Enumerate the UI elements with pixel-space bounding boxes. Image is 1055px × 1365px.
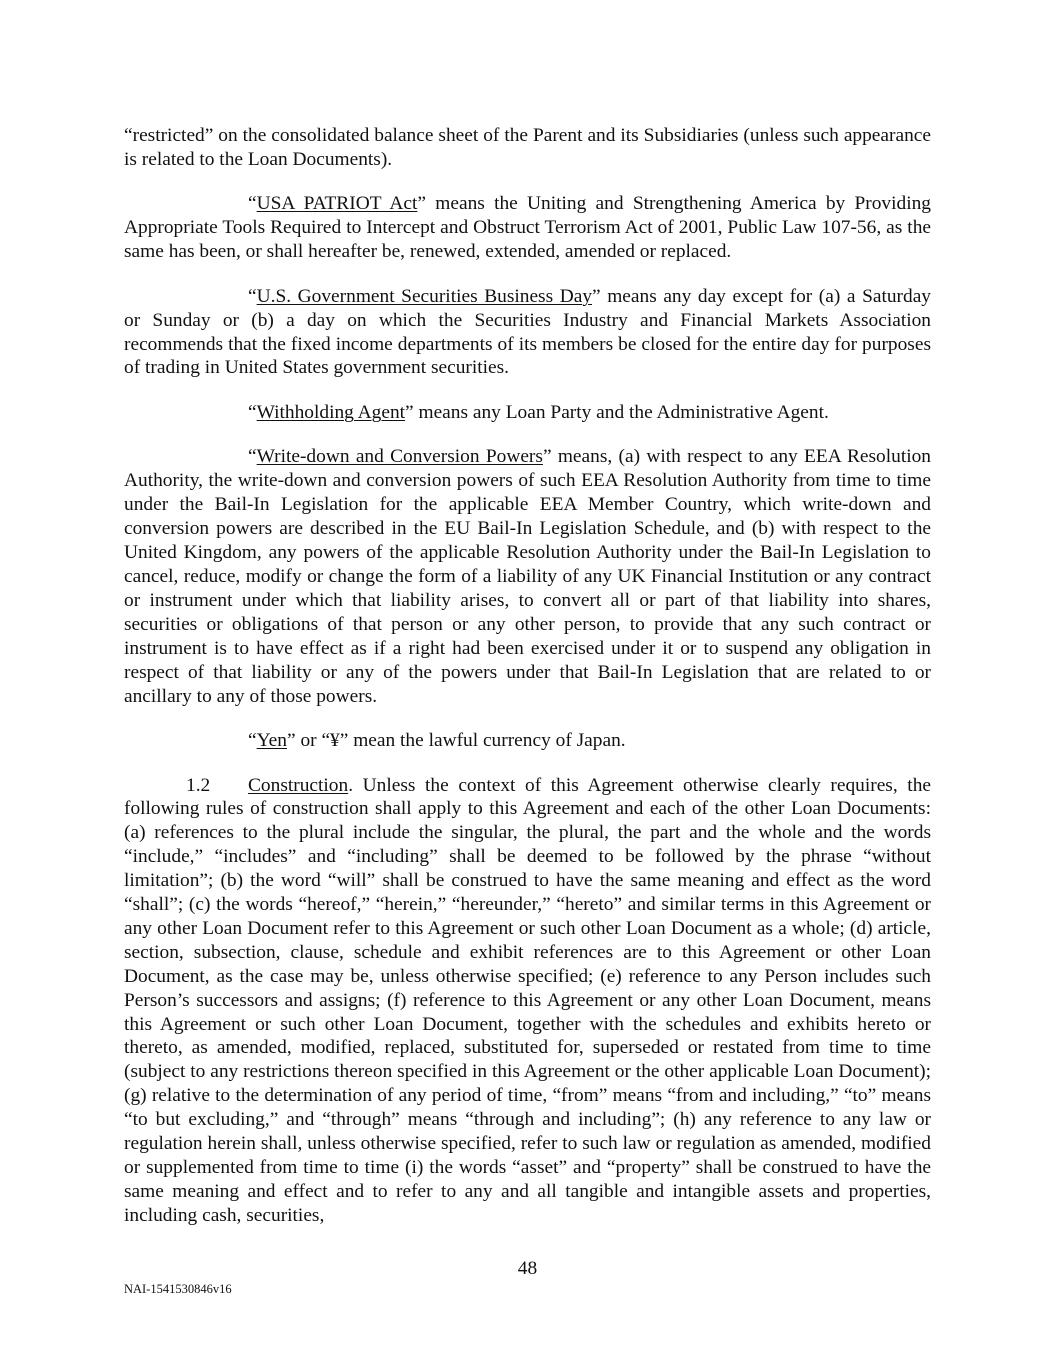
definition-body: ” means any Loan Party and the Administrative Agent. — [405, 401, 829, 423]
open-quote: “ — [248, 446, 257, 468]
definition-body: ” or “¥” mean the lawful currency of Japan. — [286, 730, 626, 751]
definition-withholding-agent — [124, 401, 931, 425]
open-quote: “ — [248, 730, 257, 751]
section-construction — [124, 774, 931, 1228]
open-quote: “ — [248, 401, 257, 423]
section-number: 1.2 — [186, 774, 211, 796]
page-number: 48 — [517, 1258, 538, 1279]
defined-term: Yen — [256, 730, 287, 751]
definition-yen — [124, 729, 931, 753]
definition-body: ” means the Uniting and Strengthening America by Providing Appropriate Tools Required to Intercept and Obstruct Terrorism Act of 2001, Public Law 107-56, as the same has been, or shall hereafter be, renewed, extended, amended or replaced. — [124, 193, 931, 263]
definition-usa-patriot-act — [124, 192, 931, 264]
defined-term: Withholding Agent — [256, 401, 406, 423]
defined-term: Write-down and Conversion Powers — [256, 446, 543, 468]
section-body: . Unless the context of this Agreement otherwise clearly requires, the following rules of construction shall apply to this Agreement and each of the other Loan Documents: (a) references to the plural include the singular, the plural, the part and the whole and the words “include,” “includes” and “including” shall be deemed to be followed by the phrase “without limitation”; (b) the word “will” shall be construed to have the same meaning and effect as the word “shall”; (c) the words “hereof,” “herein,” “hereunder,” “hereto” and similar terms in this Agreement or any other Loan Document refer to this Agreement or such other Loan Document as a whole; (d) article, section, subsection, clause, schedule and exhibit references are to this Agreement or other Loan Document, as the case may be, unless otherwise specified; (e) reference to any Person includes such Person’s successors and assigns; (f) reference to this Agreement or any other Loan Document, means this Agreement or such other Loan Document, together with the schedules and exhibits hereto or thereto, as amended, modified, replaced, substituted for, superseded or restated from time to time (subject to any restrictions thereon specified in this Agreement or the other applicable Loan Document); (g) relative to the determination of any period of time, “from” means “from and including,” “to” means “to but excluding,” and “through” means “through and including”; (h) any reference to any law or regulation herein shall, unless otherwise specified, refer to such law or regulation as amended, modified or supplemented from time to time (i) the words “asset” and “property” shall be construed to have the same meaning and effect and to refer to any and all tangible and intangible assets and properties, including cash, securities, — [124, 774, 931, 1226]
document-page — [124, 124, 931, 1228]
definition-body: ” means, (a) with respect to any EEA Resolution Authority, the write-down and conversion powers of such EEA Resolution Authority from time to time under the Bail-In Legislation for the applicable EEA Member Country, which write-down and conversion powers are described in the EU Bail-In Legislation Schedule, and (b) with respect to the United Kingdom, any powers of the applicable Resolution Authority under the Bail-In Legislation to cancel, reduce, modify or change the form of a liability of any UK Financial Institution or any contract or instrument under which that liability arises, to convert all or part of that liability into shares, securities or obligations of that person or any other person, to provide that any such contract or instrument is to have effect as if a right had been exercised under it or to suspend any obligation in respect of that liability or any of the powers under that Bail-In Legislation that are related to or ancillary to any of those powers. — [124, 446, 931, 707]
defined-term: USA PATRIOT Act — [256, 193, 418, 215]
document-id: NAI-1541530846v16 — [124, 1282, 232, 1296]
open-quote: “ — [248, 285, 257, 307]
definition-us-government-securities-business-day — [124, 285, 931, 381]
defined-term: U.S. Government Securities Business Day — [256, 285, 593, 307]
definition-body: ” means any day except for (a) a Saturday or Sunday or (b) a day on which the Securities Industry and Financial Markets Association recommends that the fixed income departments of its members be closed for the entire day for purposes of trading in United States government securities. — [124, 285, 931, 379]
continuation-paragraph: “restricted” on the consolidated balance sheet of the Parent and its Subsidiaries (unless such appearance is related to the Loan Documents). — [124, 125, 931, 170]
open-quote: “ — [248, 193, 257, 215]
definition-write-down-and-conversion-powers — [124, 445, 931, 708]
section-title: Construction — [248, 774, 349, 796]
